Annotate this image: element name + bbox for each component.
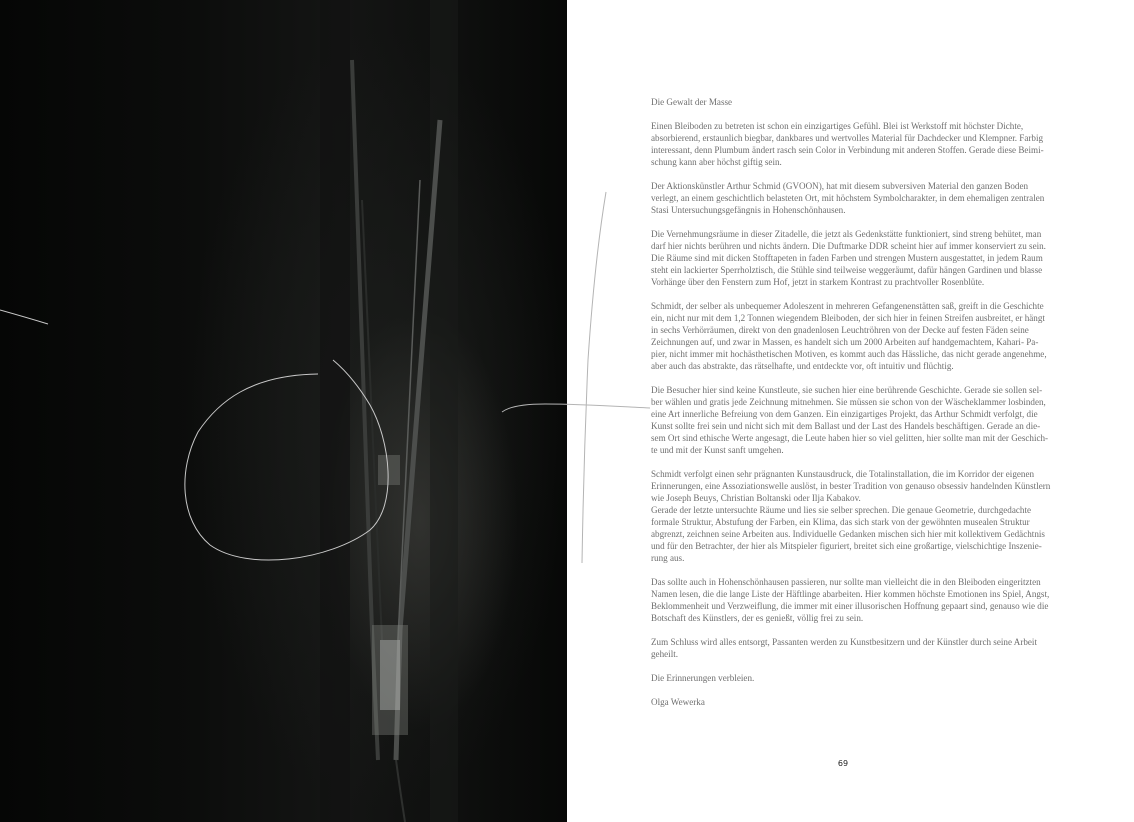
text-line: Der Aktionskünstler Arthur Schmid (GVOON), hat mit diesem subversiven Material den ganzen Boden (651, 181, 1029, 191)
page-number: 69 (837, 759, 849, 768)
text-line: rung aus. (651, 553, 685, 563)
text-line: Botschaft des Künstlers, der es genießt, völlig frei zu sein. (651, 613, 864, 623)
text-line: ein, nicht nur mit dem 1,2 Tonnen wiegendem Bleiboden, der sich hier in feinen Streifen ausbreitet, er hängt (651, 313, 1045, 323)
text-line: Einen Bleiboden zu betreten ist schon ein einzigartiges Gefühl. Blei ist Werkstoff mit höchster Dichte, (651, 121, 1024, 131)
text-line: Zeichnungen auf, und zwar in Massen, es handelt sich um 2000 Arbeiten auf handgemachtem, Kahari- Pa- (651, 337, 1039, 347)
text-line: verlegt, an einem geschichtlich belasteten Ort, mit höchstem Symbolcharakter, in dem ehemaligen zentralen (651, 193, 1045, 203)
paragraph (651, 120, 1093, 168)
text-line: und für den Betrachter, der hier als Mitspieler figuriert, breitet sich eine großartige, vielschichtige Inszenie- (651, 541, 1042, 551)
text-line: geheilt. (651, 649, 679, 659)
text-line: aber auch das abstrakte, das rätselhafte, und entdeckte vor, oft intuitiv und flüchtig. (651, 361, 954, 371)
text-line: sem Ort sind ethische Werte angesagt, die Leute haben hier so viel gelitten, hier sollte man mit der Geschich- (651, 433, 1049, 443)
essay-title: Die Gewalt der Masse (651, 97, 733, 107)
paragraph (651, 228, 1093, 288)
text-line: te und mit der Kunst sanft umgehen. (651, 445, 784, 455)
paragraph (651, 384, 1093, 456)
paragraph (651, 636, 1093, 660)
author-signature: Olga Wewerka (651, 697, 705, 707)
text-line: absorbierend, erstaunlich biegbar, dankbares und wertvolles Material für Dachdecker und Klempner. Farbig (651, 133, 1044, 143)
text-line: darf hier nichts berühren und nichts ändern. Die Duftmarke DDR scheint hier auf immer konserviert zu sein. (651, 241, 1046, 251)
text-line: Die Vernehmungsräume in dieser Zitadelle, die jetzt als Gedenkstätte funktioniert, sind streng behütet, man (651, 229, 1042, 239)
text-line: pier, nicht immer mit hochästhetischen Motiven, es kommt auch das Hässliche, das nicht gerade angenehme, (651, 349, 1047, 359)
tube-light (380, 640, 400, 710)
text-line: Die Räume sind mit dicken Stofftapeten in faden Farben und strengen Mustern ausgestattet, in jedem Raum (651, 253, 1043, 263)
hanging-drawing (378, 455, 400, 485)
text-line: Stasi Untersuchungsgefängnis in Hohenschönhausen. (651, 205, 846, 215)
text-line: interessant, denn Plumbum ändert rasch sein Color in Verbindung mit anderen Stoffen. Gerade diese Beimi- (651, 145, 1044, 155)
wall-shadow (320, 0, 350, 822)
text-line: Zum Schluss wird alles entsorgt, Passanten werden zu Kunstbesitzern und der Künstler durch seine Arbeit (651, 637, 1037, 647)
text-line: Das sollte auch in Hohenschönhausen passieren, nur sollte man vielleicht die in den Bleiboden eingeritzten (651, 577, 1041, 587)
text-line: Die Besucher hier sind keine Kunstleute, sie suchen hier eine berührende Geschichte. Gerade sie sollen sel- (651, 385, 1043, 395)
text-line: Vorhänge über den Fenstern zum Hof, jetzt in starkem Kontrast zu prachtvoller Rosenblüte. (651, 277, 985, 287)
text-line: steht ein lackierter Sperrholztisch, die Stühle sind teilweise weggeräumt, dafür hängen Gardinen und blasse (651, 265, 1043, 275)
text-line: in sechs Verhörräumen, direkt von den gnadenlosen Leuchtröhren von der Decke auf festen Fäden seine (651, 325, 1029, 335)
text-line: Gerade der letzte untersuchte Räume und lies sie selber sprechen. Die genaue Geometrie, durchgedachte (651, 505, 1032, 515)
text-line: Schmidt verfolgt einen sehr prägnanten Kunstausdruck, die Totalinstallation, die im Korridor der eigenen (651, 469, 1035, 479)
text-line: abgrenzt, zeichnen seine Arbeiten aus. Individuelle Gedanken mischen sich hier mit kollektivem Gedächtnis (651, 529, 1045, 539)
text-line: Die Erinnerungen verbleien. (651, 673, 755, 683)
paragraph (651, 180, 1093, 216)
text-line: ber wählen und gratis jede Zeichnung mitnehmen. Sie müssen sie schon von der Wäscheklammer losbinden, (651, 397, 1046, 407)
text-line: Namen lesen, die die lange Liste der Häftlinge abarbeiten. Hier kommen höchste Emotionen ins Spiel, Angst, (651, 589, 1050, 599)
paragraph (651, 576, 1093, 624)
text-line: eine Art innerliche Befreiung von dem Ganzen. Ein einzigartiges Projekt, das Arthur Schmidt verfolgt, die (651, 409, 1038, 419)
text-line: wie Joseph Beuys, Christian Boltanski oder Ilja Kabakov. (651, 493, 861, 503)
text-line: schung kann aber höchst giftig sein. (651, 157, 782, 167)
floor-cable (396, 760, 405, 822)
text-line: Erinnerungen, eine Assoziationswelle auslöst, in bester Tradition von genauso obsessiv handelnden Künstlern (651, 481, 1051, 491)
paragraph (651, 468, 1093, 564)
paragraph (651, 300, 1093, 372)
text-line: Beklommenheit und Verzweiflung, die immer mit einer illusorischen Hoffnung gepaart sind, genauso wie die (651, 601, 1049, 611)
essay-paragraphs (651, 120, 1093, 696)
text-line: formale Struktur, Abstufung der Farben, ein Klima, das sich stark von der gewöhnten musealen Struktur (651, 517, 1030, 527)
text-line: Schmidt, der selber als unbequemer Adoleszent in mehreren Gefangenenstätten saß, greift in die Geschichte (651, 301, 1044, 311)
text-line: Kunst sollte frei sein und nicht sich mit dem Ballast und der Last des Handels beschäftigen. Gerade an die- (651, 421, 1041, 431)
wall-edge (430, 0, 458, 822)
paragraph (651, 672, 1093, 684)
essay-text (651, 96, 1093, 708)
